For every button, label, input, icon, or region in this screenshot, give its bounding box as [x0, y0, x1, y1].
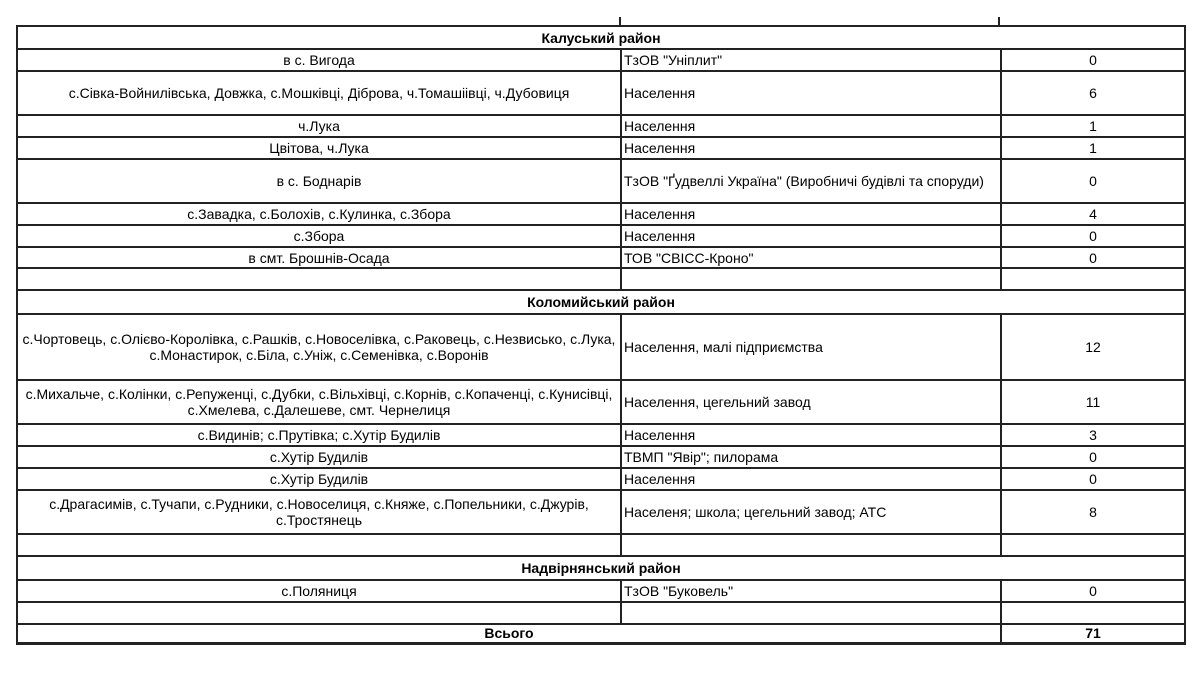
section-title: Калуський район	[17, 26, 1185, 49]
location-cell: с.Завадка, с.Болохів, с.Кулинка, с.Збора	[17, 203, 621, 225]
source-cell: ТВМП "Явір"; пилорама	[621, 446, 1001, 468]
section-header-row	[17, 290, 1185, 314]
value-cell: 11	[1001, 380, 1185, 424]
total-value: 71	[1001, 624, 1185, 643]
table-row	[17, 137, 1185, 159]
empty-cell	[1001, 268, 1185, 290]
location-cell: с.Поляниця	[17, 580, 621, 602]
source-cell: Населення	[621, 71, 1001, 115]
table-row	[17, 424, 1185, 446]
source-cell: ТзОВ "Буковель"	[621, 580, 1001, 602]
empty-cell	[1001, 534, 1185, 556]
empty-cell	[17, 602, 621, 624]
value-cell: 0	[1001, 159, 1185, 203]
empty-cell	[621, 534, 1001, 556]
location-cell: Цвітова, ч.Лука	[17, 137, 621, 159]
table-row	[17, 468, 1185, 490]
table-row	[17, 446, 1185, 468]
empty-row	[17, 534, 1185, 556]
table-row	[17, 159, 1185, 203]
table-row	[17, 203, 1185, 225]
source-cell: Населення	[621, 137, 1001, 159]
table-row	[17, 580, 1185, 602]
value-cell: 6	[1001, 71, 1185, 115]
source-cell: Населеня; школа; цегельний завод; АТС	[621, 490, 1001, 534]
empty-row	[17, 602, 1185, 624]
empty-cell	[621, 602, 1001, 624]
location-cell: с.Видинів; с.Прутівка; с.Хутір Будилів	[17, 424, 621, 446]
value-cell: 0	[1001, 468, 1185, 490]
empty-cell	[621, 268, 1001, 290]
value-cell: 1	[1001, 137, 1185, 159]
table-row	[17, 247, 1185, 268]
location-cell: с.Драгасимів, с.Тучапи, с.Рудники, с.Новоселиця, с.Княже, с.Попельники, с.Джурів, с.Тростянець	[17, 490, 621, 534]
source-cell: Населення	[621, 225, 1001, 247]
table-row	[17, 380, 1185, 424]
section-title: Коломийський район	[17, 290, 1185, 314]
table-row	[17, 115, 1185, 137]
location-cell: в с. Вигода	[17, 49, 621, 71]
empty-row	[17, 268, 1185, 290]
location-cell: с.Сівка-Войнилівська, Довжка, с.Мошківці, Діброва, ч.Томашіівці, ч.Дубовиця	[17, 71, 621, 115]
value-cell: 0	[1001, 49, 1185, 71]
source-cell: ТзОВ "Ґудвеллі Україна" (Виробничі будівлі та споруди)	[621, 159, 1001, 203]
value-cell: 0	[1001, 225, 1185, 247]
table-row	[17, 490, 1185, 534]
source-cell: ТОВ "СВІСС-Кроно"	[621, 247, 1001, 268]
source-cell: Населення	[621, 115, 1001, 137]
empty-cell	[17, 534, 621, 556]
location-cell: в смт. Брошнів-Осада	[17, 247, 621, 268]
location-cell: с.Михальче, с.Колінки, с.Репуженці, с.Дубки, с.Вільхівці, с.Корнів, с.Копаченці, с.Кунисівці, с.Хмелева, с.Далешеве, смт. Чернелиця	[17, 380, 621, 424]
location-cell: в с. Боднарів	[17, 159, 621, 203]
value-cell: 0	[1001, 446, 1185, 468]
source-cell: Населення	[621, 203, 1001, 225]
source-cell: Населення	[621, 468, 1001, 490]
value-cell: 0	[1001, 580, 1185, 602]
total-row	[17, 624, 1185, 643]
table-row	[17, 49, 1185, 71]
location-cell: с.Чортовець, с.Олієво-Королівка, с.Рашків, с.Новоселівка, с.Раковець, с.Незвисько, с.Лука, с.Монастирок, с.Біла, с.Уніж, с.Семенівка, с.Воронів	[17, 314, 621, 380]
value-cell: 3	[1001, 424, 1185, 446]
total-label: Всього	[17, 624, 1001, 643]
section-title: Надвірнянський район	[17, 556, 1185, 580]
source-cell: Населення, цегельний завод	[621, 380, 1001, 424]
table-row	[17, 225, 1185, 247]
source-cell: Населення, малі підприємства	[621, 314, 1001, 380]
source-cell: ТзОВ "Уніплит"	[621, 49, 1001, 71]
value-cell: 8	[1001, 490, 1185, 534]
empty-cell	[1001, 602, 1185, 624]
section-header-row	[17, 26, 1185, 49]
value-cell: 1	[1001, 115, 1185, 137]
value-cell: 0	[1001, 247, 1185, 268]
location-cell: с.Хутір Будилів	[17, 446, 621, 468]
empty-cell	[17, 268, 621, 290]
section-header-row	[17, 556, 1185, 580]
location-cell: с.Хутір Будилів	[17, 468, 621, 490]
pollution-sources-table	[16, 25, 1186, 645]
table-row	[17, 314, 1185, 380]
value-cell: 12	[1001, 314, 1185, 380]
source-cell: Населення	[621, 424, 1001, 446]
location-cell: ч.Лука	[17, 115, 621, 137]
location-cell: с.Збора	[17, 225, 621, 247]
value-cell: 4	[1001, 203, 1185, 225]
table-row	[17, 71, 1185, 115]
